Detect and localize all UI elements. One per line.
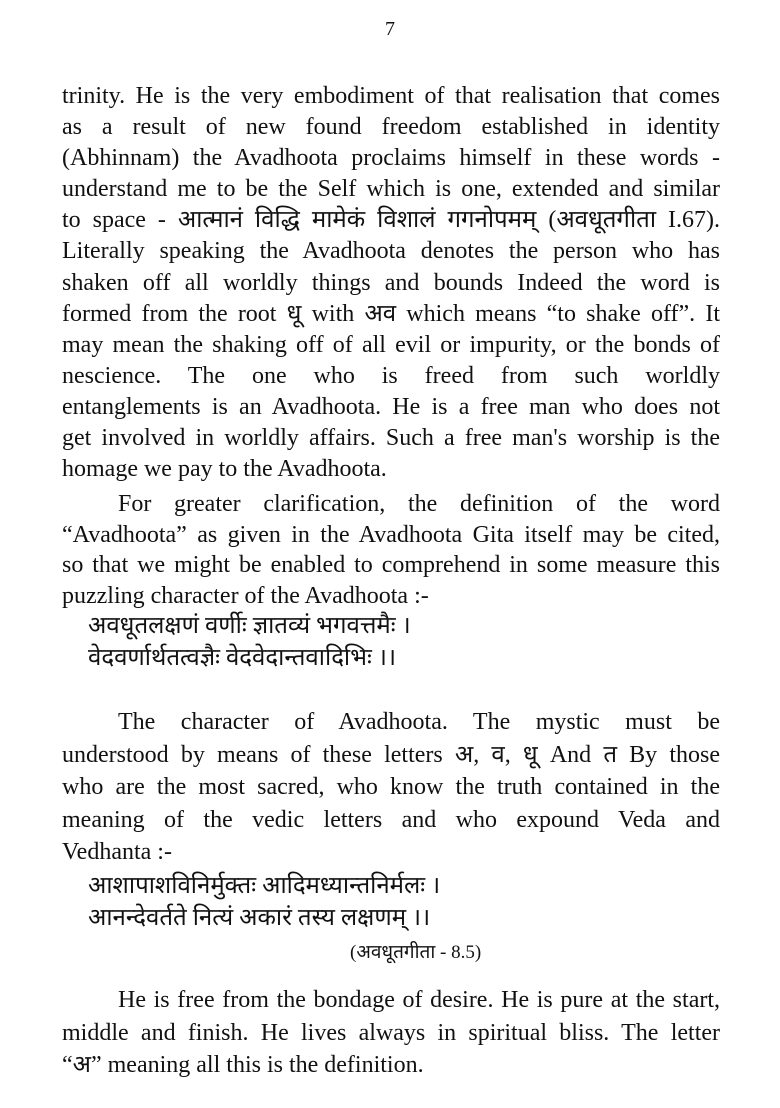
text-line: entanglements is an Avadhoota. He is a free man who does not bbox=[62, 393, 720, 420]
text-line: “Avadhoota” as given in the Avadhoota Gita itself may be cited, bbox=[62, 521, 720, 548]
text-line: आशापाशविनिर्मुक्तः आदिमध्यान्तनिर्मलः । bbox=[88, 873, 441, 899]
sanskrit-verse-2 bbox=[88, 870, 440, 934]
text-line: trinity. He is the very embodiment of that realisation that comes bbox=[62, 83, 720, 109]
paragraph-character bbox=[62, 706, 720, 869]
text-line: formed from the root धू with अव which means “to shake off”. It bbox=[62, 300, 720, 327]
text-line: वेदवर्णार्थतत्वज्ञैः वेदवेदान्तवादिभिः ।। bbox=[88, 645, 397, 671]
text-line: nescience. The one who is freed from such worldly bbox=[62, 362, 720, 389]
text-line: may mean the shaking off of all evil or impurity, or the bonds of bbox=[62, 331, 720, 358]
text-line: Vedhanta :- bbox=[62, 839, 172, 865]
verse-citation: (अवधूतगीता - 8.5) bbox=[350, 942, 482, 963]
text-line: He is free from the bondage of desire. He is pure at the start, bbox=[118, 987, 720, 1013]
sanskrit-verse-1 bbox=[88, 610, 411, 674]
text-line: as a result of new found freedom established in identity bbox=[62, 114, 720, 141]
text-line: shaken off all worldly things and bounds Indeed the word is bbox=[62, 269, 720, 296]
text-line: understand me to be the Self which is one, extended and similar bbox=[62, 176, 720, 203]
text-line: puzzling character of the Avadhoota :- bbox=[62, 582, 429, 609]
text-line: homage we pay to the Avadhoota. bbox=[62, 456, 387, 483]
paragraph-definition-intro bbox=[62, 489, 720, 611]
text-line: middle and finish. He lives always in spiritual bliss. The letter bbox=[62, 1019, 720, 1046]
page-number: 7 bbox=[385, 18, 395, 40]
text-line: अवधूतलक्षणं वर्णीः ज्ञातव्यं भगवत्तमैः । bbox=[88, 613, 411, 639]
text-line: get involved in worldly affairs. Such a free man's worship is the bbox=[62, 425, 720, 452]
paragraph-avadhoota-meaning bbox=[62, 81, 720, 485]
text-line: “अ” meaning all this is the definition. bbox=[62, 1052, 424, 1078]
paragraph-letter-a bbox=[62, 984, 720, 1082]
text-line: meaning of the vedic letters and who expound Veda and bbox=[62, 806, 720, 833]
text-line: The character of Avadhoota. The mystic must be bbox=[118, 709, 720, 735]
text-line: who are the most sacred, who know the truth contained in the bbox=[62, 774, 720, 800]
text-line: so that we might be enabled to comprehend in some measure this bbox=[62, 552, 720, 578]
text-line: (Abhinnam) the Avadhoota proclaims himself in these words - bbox=[62, 145, 720, 172]
text-line: Literally speaking the Avadhoota denotes the person who has bbox=[62, 238, 720, 265]
text-line: to space - आत्मानं विद्धि मामेकं विशालं गगनोपमम् (अवधूतगीता I.67). bbox=[62, 207, 720, 234]
text-line: आनन्देवर्तते नित्यं अकारं तस्य लक्षणम् ।। bbox=[88, 905, 431, 931]
text-line: understood by means of these letters अ, व, धू And त By those bbox=[62, 741, 720, 768]
text-line: For greater clarification, the definition of the word bbox=[118, 491, 720, 517]
